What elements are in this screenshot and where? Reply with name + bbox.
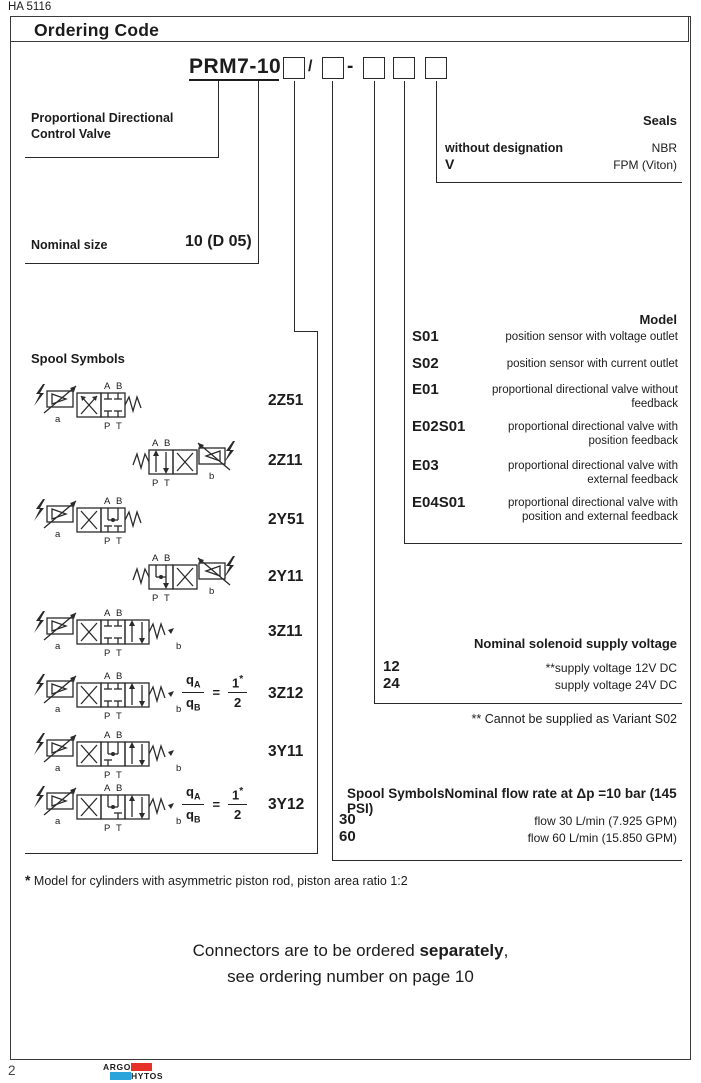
logo-text-hytos: HYTOS — [131, 1070, 164, 1081]
ratio-denominator: 2 — [234, 807, 242, 823]
q-symbol: q — [186, 694, 194, 710]
valve-type-label: Proportional Directional Control Valve — [31, 111, 174, 142]
spool-code-2y11: 2Y11 — [268, 568, 304, 585]
position-label-a: a — [55, 641, 61, 652]
code-box-model — [393, 57, 415, 79]
port-label-t: T — [116, 711, 122, 721]
port-label-p: P — [152, 478, 159, 488]
voltage-title: Nominal solenoid supply voltage — [474, 636, 677, 651]
port-label-a: A — [104, 730, 111, 741]
port-label-b: B — [116, 608, 123, 619]
port-label-t: T — [164, 593, 170, 603]
connectors-line1-suffix: , — [503, 941, 509, 960]
connectors-line1 — [0, 938, 701, 964]
port-label-t: T — [116, 536, 122, 546]
page-number: 2 — [8, 1063, 16, 1078]
port-label-p: P — [104, 823, 111, 833]
seals-value-nbr: NBR — [651, 141, 677, 155]
spool-code-3y12: 3Y12 — [268, 796, 305, 813]
code-box-seals — [425, 57, 447, 79]
spool-symbol-2y11-icon — [112, 551, 244, 603]
position-label-b: b — [176, 641, 182, 652]
spool-symbol-3y11-icon — [30, 728, 208, 780]
q-symbol: q — [186, 672, 194, 687]
voltage-desc-24: supply voltage 24V DC — [554, 678, 677, 692]
position-label-b: b — [209, 471, 215, 482]
port-label-a: A — [104, 381, 111, 392]
port-label-p: P — [152, 593, 159, 603]
argo-hytos-logo — [103, 1063, 163, 1081]
spool-code-2z11: 2Z11 — [268, 452, 303, 469]
line-voltage — [374, 81, 375, 703]
flow-desc-30: flow 30 L/min (7.925 GPM) — [534, 814, 677, 828]
line-spool-underline — [25, 853, 318, 854]
port-label-p: P — [104, 536, 111, 546]
spool-code-2y51: 2Y51 — [268, 511, 305, 528]
model-row-e03 — [412, 457, 678, 488]
code-box-spool — [283, 57, 305, 79]
page-title: Ordering Code — [34, 20, 160, 40]
seals-code-v: V — [445, 156, 455, 172]
code-separator-slash: / — [308, 58, 313, 75]
model-row-s02 — [412, 355, 678, 372]
flow-ratio-3y12 — [182, 784, 247, 824]
line-spool-jog — [294, 331, 318, 332]
connectors-line2: see ordering number on page 10 — [227, 967, 474, 987]
model-code: E02S01 — [412, 418, 466, 435]
port-label-p: P — [104, 648, 111, 658]
line-valve-type-underline — [25, 157, 219, 158]
ratio-denominator: 2 — [234, 695, 242, 711]
port-label-a: A — [104, 608, 111, 619]
model-row-e02s01 — [412, 418, 678, 449]
port-label-p: P — [104, 711, 111, 721]
position-label-b: b — [176, 816, 182, 827]
connectors-line1-bold: separately — [419, 941, 504, 960]
model-desc: position sensor with voltage outlet — [505, 331, 678, 343]
model-desc: proportional directional valve without feedback — [491, 384, 678, 411]
logo-row-hytos — [110, 1072, 163, 1080]
model-title: Model — [639, 312, 677, 327]
port-label-b: B — [116, 496, 123, 507]
footnote-text: Model for cylinders with asymmetric piston rod, piston area ratio 1:2 — [30, 874, 408, 888]
spool-symbol-2z51-icon — [30, 379, 162, 431]
q-sub-b: B — [193, 814, 201, 825]
port-label-t: T — [116, 421, 122, 431]
seals-value-fpm: FPM (Viton) — [613, 158, 677, 172]
position-label-b: b — [176, 704, 182, 715]
ordering-code-prefix: PRM7-10 — [189, 55, 282, 78]
flow-ratio-3z12 — [182, 672, 247, 712]
ratio-star: * — [239, 673, 244, 685]
ratio-numerator: 1 — [232, 675, 240, 691]
logo-row-argo — [103, 1063, 163, 1071]
voltage-code-12: 12 — [383, 658, 400, 675]
q-symbol: q — [186, 806, 194, 822]
nominal-size-label: Nominal size — [31, 238, 108, 252]
port-label-a: A — [104, 496, 111, 507]
q-sub-a: A — [193, 791, 201, 802]
port-label-t: T — [164, 478, 170, 488]
ratio-star: * — [239, 785, 244, 797]
port-label-t: T — [116, 770, 122, 780]
nominal-size-value: 10 (D 05) — [185, 233, 252, 250]
spool-symbol-2y51-icon — [30, 494, 162, 546]
port-label-b: B — [164, 553, 171, 564]
equals-sign: = — [212, 684, 221, 700]
position-label-a: a — [55, 704, 61, 715]
connectors-line1-prefix: Connectors are to be ordered — [192, 941, 420, 960]
line-voltage-underline — [374, 703, 682, 704]
q-symbol: q — [186, 784, 194, 799]
q-sub-a: A — [193, 679, 201, 690]
model-desc: position sensor with current outlet — [506, 358, 678, 370]
spool-code-3z11: 3Z11 — [268, 623, 303, 640]
voltage-desc-12: **supply voltage 12V DC — [545, 661, 677, 675]
line-spool-upper — [294, 81, 295, 331]
connectors-note — [0, 938, 701, 991]
position-label-a: a — [55, 529, 61, 540]
position-label-a: a — [55, 816, 61, 827]
line-seals-underline — [436, 182, 682, 183]
port-label-a: A — [104, 671, 111, 682]
document-number: HA 5116 — [8, 1, 52, 13]
port-label-t: T — [116, 648, 122, 658]
voltage-note: ** Cannot be supplied as Variant S02 — [471, 712, 677, 726]
model-code: E03 — [412, 457, 439, 474]
line-model-underline — [404, 543, 682, 544]
position-label-b: b — [209, 586, 215, 597]
line-flow — [332, 81, 333, 860]
flow-code-60: 60 — [339, 828, 356, 845]
line-flow-underline — [332, 860, 682, 861]
code-box-flow — [322, 57, 344, 79]
model-code: E04S01 — [412, 494, 466, 511]
model-code: S01 — [412, 328, 439, 345]
port-label-b: B — [116, 381, 123, 392]
logo-red-block — [131, 1063, 152, 1071]
position-label-b: b — [176, 763, 182, 774]
port-label-b: B — [164, 438, 171, 449]
model-desc: proportional directional valve with position and external feedback — [507, 497, 678, 524]
model-row-s01 — [412, 328, 678, 345]
port-label-a: A — [152, 438, 159, 449]
position-label-a: a — [55, 763, 61, 774]
ratio-numerator: 1 — [232, 787, 240, 803]
seals-title: Seals — [643, 113, 677, 128]
port-label-a: A — [152, 553, 159, 564]
spool-code-3y11: 3Y11 — [268, 743, 304, 760]
line-seals — [436, 81, 437, 182]
equals-sign: = — [212, 796, 221, 812]
port-label-b: B — [116, 783, 123, 794]
spool-symbol-3z11-icon — [30, 606, 208, 658]
spool-symbol-2z11-icon — [112, 436, 244, 488]
code-box-voltage — [363, 57, 385, 79]
port-label-p: P — [104, 770, 111, 780]
footnote — [25, 872, 408, 888]
model-row-e04s01 — [412, 494, 678, 525]
flow-desc-60: flow 60 L/min (15.850 GPM) — [527, 831, 677, 845]
logo-blue-block — [110, 1072, 131, 1080]
code-separator-dash: - — [347, 56, 354, 77]
model-desc: proportional directional valve with external feedback — [507, 460, 678, 487]
line-spool-lower — [317, 331, 318, 854]
port-label-t: T — [116, 823, 122, 833]
line-nominal-size-underline — [25, 263, 259, 264]
flow-title: Spool SymbolsNominal flow rate at Δp =10 bar (145 PSI) — [347, 786, 677, 816]
model-code: E01 — [412, 381, 439, 398]
model-row-e01 — [412, 381, 678, 412]
logo-text-argo: ARGO — [103, 1061, 131, 1072]
port-label-p: P — [104, 421, 111, 431]
voltage-code-24: 24 — [383, 675, 400, 692]
port-label-b: B — [116, 671, 123, 682]
line-nominal-size — [258, 81, 259, 263]
model-code: S02 — [412, 355, 439, 372]
spool-code-2z51: 2Z51 — [268, 392, 304, 409]
seals-code-none: without designation — [445, 141, 564, 155]
position-label-a: a — [55, 414, 61, 425]
port-label-a: A — [104, 783, 111, 794]
spool-symbols-label: Spool Symbols — [31, 351, 125, 366]
flow-code-30: 30 — [339, 811, 356, 828]
port-label-b: B — [116, 730, 123, 741]
model-desc: proportional directional valve with position feedback — [507, 421, 678, 448]
ordering-code-underline — [189, 79, 279, 81]
footnote-star: * — [25, 872, 31, 888]
q-sub-b: B — [193, 702, 201, 713]
line-model — [404, 81, 405, 543]
spool-code-3z12: 3Z12 — [268, 685, 304, 702]
